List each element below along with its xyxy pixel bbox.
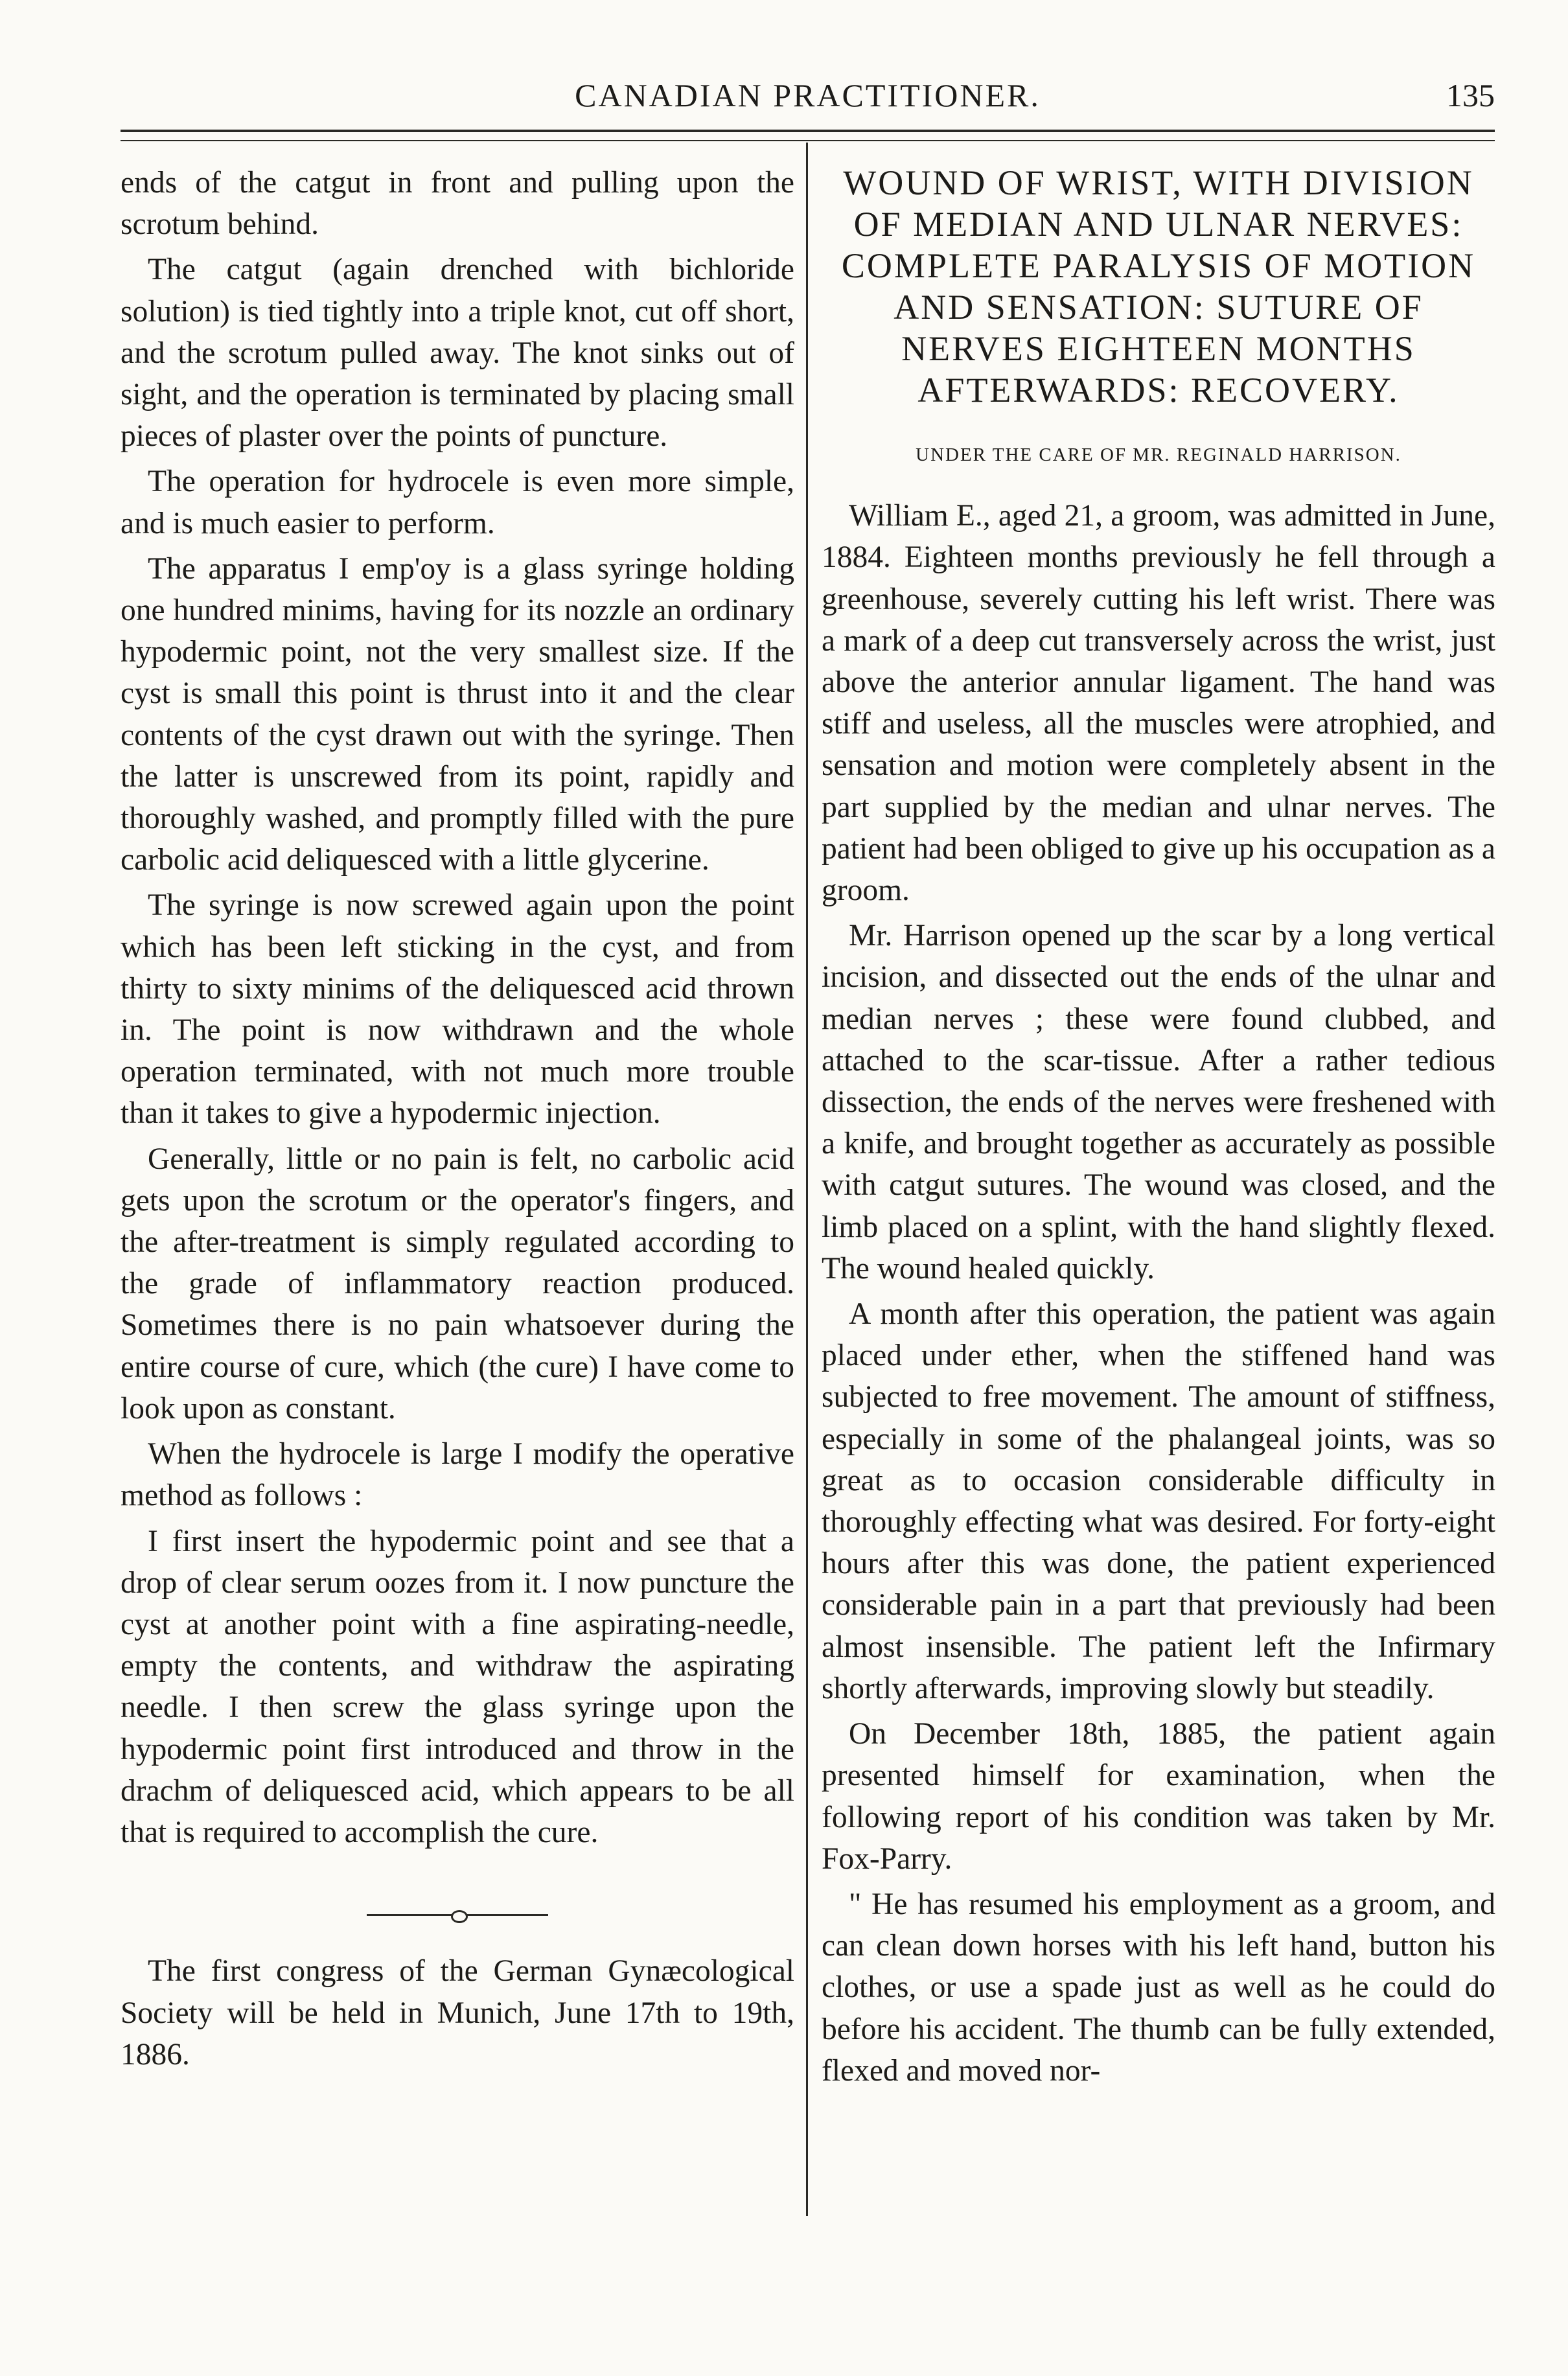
article-byline: UNDER THE CARE OF MR. REGINALD HARRISON.: [916, 444, 1401, 465]
congress-notice: The first congress of the German Gynæcological Society will be held in Munich, June 17th to 19th, 1886.: [121, 1954, 794, 2071]
right-column: [822, 162, 1495, 2095]
running-title: CANADIAN PRACTITIONER.: [575, 77, 1041, 113]
paragraph: " He has resumed his employment as a groom, and can clean down horses with his left hand, button his clothes, or use a spade just as well as he could do before his accident. The thumb can be fully extended, flexed and moved nor-: [822, 1887, 1495, 2088]
paragraph: I first insert the hypodermic point and see that a drop of clear serum oozes from it. I now puncture the cyst at another point with a fine aspirating-needle, empty the contents, and withdraw the aspirating needle. I then screw the glass syringe upon the hypodermic point first introduced and throw in the drachm of deliquesced acid, which appears to be all that is required to accomplish the cure.: [121, 1524, 794, 1849]
paragraph: A month after this operation, the patient was again placed under ether, when the stiffened hand was subjected to free movement. The amount of stiffness, especially in some of the phalangeal joints, was so great as to occasion considerable difficulty in thoroughly effecting what was desired. For forty-eight hours after this was done, the patient experienced considerable pain in a part that previously had been almost insensible. The patient left the Infirmary shortly afterwards, improving slowly but steadily.: [822, 1297, 1495, 1705]
paragraph: ends of the catgut in front and pulling upon the scrotum behind.: [121, 166, 794, 242]
paragraph: Generally, little or no pain is felt, no carbolic acid gets upon the scrotum or the operator's fingers, and the after-treatment is simply regulated according to the grade of inflammatory reaction produced. Sometimes there is no pain whatsoever during the entire course of cure, which (the cure) I have come to look upon as constant.: [121, 1142, 794, 1425]
paragraph: The operation for hydrocele is even more simple, and is much easier to perform.: [121, 465, 794, 540]
column-divider: [806, 143, 808, 2216]
page-header: [121, 76, 1495, 128]
paragraph: Mr. Harrison opened up the scar by a long vertical incision, and dissected out the ends of the ulnar and median nerves ; these were found clubbed, and attached to the scar-tissue. After a rather tedious dissection, the ends of the nerves were freshened with a knife, and brought together as accurately as possible with catgut sutures. The wound was closed, and the limb placed on a splint, with the hand slightly flexed. The wound healed quickly.: [822, 919, 1495, 1286]
header-rule-thin: [121, 140, 1495, 141]
page-number: 135: [1446, 77, 1495, 113]
left-column: [121, 162, 794, 2079]
paragraph: On December 18th, 1885, the patient again presented himself for examination, when the following report of his condition was taken by Mr. Fox-Parry.: [822, 1717, 1495, 1876]
header-rule: [121, 130, 1495, 132]
article-title: WOUND OF WRIST, WITH DIVISION OF MEDIAN AND ULNAR NERVES: COMPLETE PARALYSIS OF MOTION AND SENSATION: SUTURE OF NERVES EIGHTEEN MONTHS AFTERWARDS: RECOVERY.: [841, 163, 1476, 409]
paragraph: The apparatus I emp'oy is a glass syringe holding one hundred minims, having for its nozzle an ordinary hypodermic point, not the very smallest size. If the cyst is small this point is thrust into it and the clear contents of the cyst drawn out with the syringe. Then the latter is unscrewed from its point, rapidly and thoroughly washed, and promptly filled with the pure carbolic acid deliquesced with a little glycerine.: [121, 551, 794, 877]
paragraph: William E., aged 21, a groom, was admitted in June, 1884. Eighteen months previously he fell through a greenhouse, severely cutting his left wrist. There was a mark of a deep cut transversely across the wrist, just above the anterior annular ligament. The hand was stiff and useless, all the muscles were atrophied, and sensation and motion were completely absent in the part supplied by the median and ulnar nerves. The patient had been obliged to give up his occupation as a groom.: [822, 499, 1495, 908]
section-ornament: [121, 1889, 794, 1931]
paragraph: The catgut (again drenched with bichloride solution) is tied tightly into a triple knot, cut off short, and the scrotum pulled away. The knot sinks out of sight, and the operation is terminated by placing small pieces of plaster over the points of puncture.: [121, 253, 794, 454]
paragraph: When the hydrocele is large I modify the operative method as follows :: [121, 1437, 794, 1513]
paragraph: The syringe is now screwed again upon the point which has been left sticking in the cyst, and from thirty to sixty minims of the deliquesced acid thrown in. The point is now withdrawn and the whole operation terminated, with not much more trouble than it takes to give a hypodermic injection.: [121, 888, 794, 1131]
